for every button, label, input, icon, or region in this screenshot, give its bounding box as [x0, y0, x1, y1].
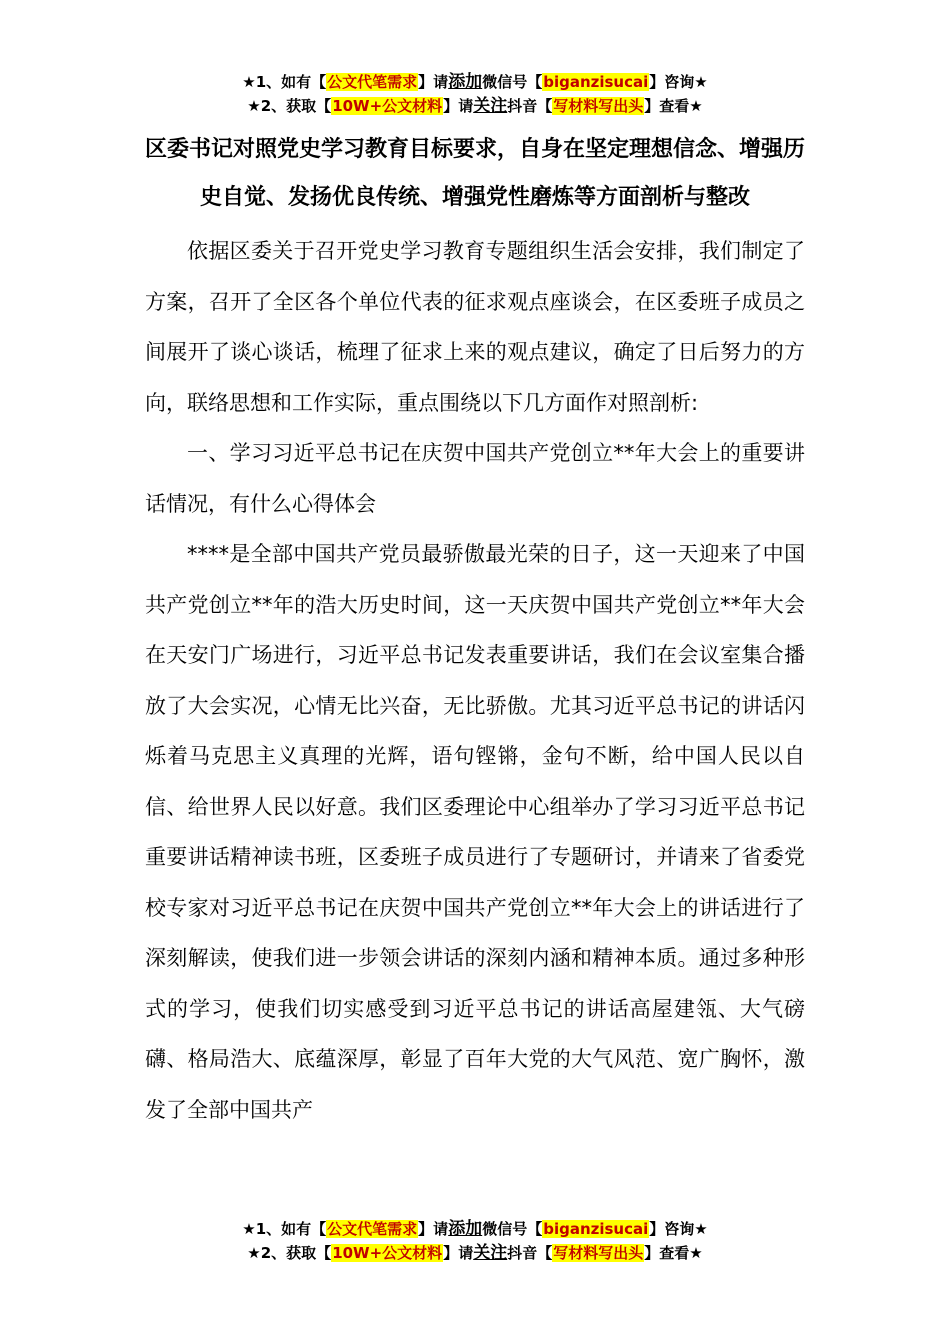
promo-highlight: 10W+公文材料	[332, 1244, 443, 1262]
promo-wechat-id: biganzisucai	[543, 73, 649, 91]
document-body	[145, 226, 805, 1135]
document-title: 区委书记对照党史学习教育目标要求，自身在坚定理想信念、增强历史自觉、发扬优良传统、增强党性磨炼等方面剖析与整改	[145, 137, 806, 210]
promo-line-2: ★2、获取【10W+公文材料】请关注抖音【写材料写出头】查看★	[247, 1243, 703, 1263]
promo-line-2: ★2、获取【10W+公文材料】请关注抖音【写材料写出头】查看★	[247, 96, 703, 116]
promo-banner-bottom	[0, 1217, 950, 1265]
promo-highlight: 10W+公文材料	[332, 97, 443, 115]
promo-line-1: ★1、如有【公文代笔需求】请添加微信号【biganzisucai】咨询★	[242, 1219, 708, 1239]
promo-banner-top	[0, 70, 950, 118]
paragraph-intro: 依据区委关于召开党史学习教育专题组织生活会安排，我们制定了方案，召开了全区各个单位代表的征求观点座谈会，在区委班子成员之间展开了谈心谈话，梳理了征求上来的观点建议，确定了日后努力的方向，联络思想和工作实际，重点围绕以下几方面作对照剖析:	[145, 239, 805, 415]
paragraph-body: ****是全部中国共产党员最骄傲最光荣的日子，这一天迎来了中国共产党创立**年的浩大历史时间，这一天庆贺中国共产党创立**年大会在天安门广场进行，习近平总书记发表重要讲话，我们在会议室集合播放了大会实况，心情无比兴奋，无比骄傲。尤其习近平总书记的讲话闪烁着马克思主义真理的光辉，语句铿锵，金句不断，给中国人民以自信、给世界人民以好意。我们区委理论中心组举办了学习习近平总书记重要讲话精神读书班，区委班子成员进行了专题研讨，并请来了省委党校专家对习近平总书记在庆贺中国共产党创立**年大会上的讲话进行了深刻解读，使我们进一步领会讲话的深刻内涵和精神本质。通过多种形式的学习，使我们切实感受到习近平总书记的讲话高屋建瓴、大气磅礴、格局浩大、底蕴深厚，彰显了百年大党的大气风范、宽广胸怀，激发了全部中国共产	[145, 542, 805, 1122]
promo-highlight: 公文代笔需求	[327, 73, 418, 91]
promo-highlight: 公文代笔需求	[327, 1220, 418, 1238]
section-heading-1: 一、学习习近平总书记在庆贺中国共产党创立**年大会上的重要讲话情况，有什么心得体会	[145, 441, 805, 516]
promo-wechat-id: biganzisucai	[543, 1220, 649, 1238]
promo-douyin-account: 写材料写出头	[553, 1244, 644, 1262]
promo-douyin-account: 写材料写出头	[553, 97, 644, 115]
promo-line-1: ★1、如有【公文代笔需求】请添加微信号【biganzisucai】咨询★	[242, 72, 708, 92]
